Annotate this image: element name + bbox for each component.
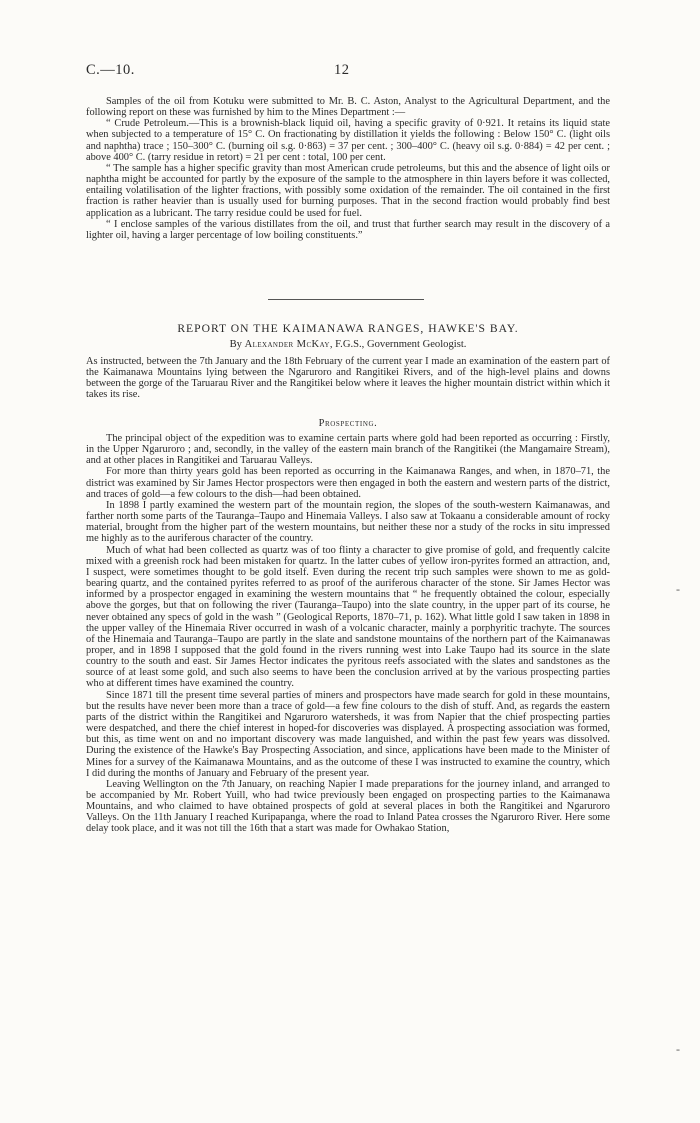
- body-paragraph: “ I enclose samples of the various distillates from the oil, and trust that further search may result in the discovery of a lighter oil, having a larger percentage of low boiling constituents.”: [86, 218, 610, 241]
- prospecting-section: [86, 433, 610, 835]
- body-paragraph: Since 1871 till the present time several parties of miners and prospectors have made search for gold in these mountains, but the results have never been more than a trace of gold—a few fine colours to the dish of stuff. And, as regards the eastern parts of the district within the Rangitikei and Ngaruroro watersheds, it was from Napier that the chief prospecting parties were despatched, and there the chief interest in hoped-for discoveries was displayed. A prospecting association was formed, but this, as time went on and no important discovery was made languished, and within the past few years was dissolved. During the existence of the Hawke's Bay Prospecting Association, and since, applications have been made to the Minister of Mines for a survey of the Kaimanawa Mountains, and as the outcome of these I was instructed to examine the country, which I did during the months of January and February of the present year.: [86, 689, 610, 779]
- byline-prefix: By: [229, 339, 242, 350]
- report-title: REPORT ON THE KAIMANAWA RANGES, HAWKE'S BAY.: [177, 322, 519, 335]
- document-code: C.—10.: [86, 62, 135, 78]
- report-byline: [86, 339, 610, 350]
- body-paragraph: In 1898 I partly examined the western part of the mountain region, the slopes of the south-western Kaimanawas, and farther north some parts of the Tauranga–Taupo and Hinemaia Valleys. I also saw at Tokaanu a considerable amount of rocky material, brought from the higher part of the western mountains, but neither these nor a study of the rocks in situ impressed me highly as to the auriferous character of the country.: [86, 499, 610, 545]
- page-number: 12: [334, 62, 350, 78]
- intro-paragraph: As instructed, between the 7th January and the 18th February of the current year I made an examination of the eastern part of the Kaimanawa Mountains lying between the Ngaruroro and Rangitikei Rivers, and of the high-level plains and downs between the gorge of the Taruarau River and the Rangitikei below where it leaves the higher mountain district within which it takes its rise.: [86, 356, 610, 401]
- section-divider: [268, 299, 424, 300]
- author-name: Alexander McKay: [244, 339, 330, 350]
- body-paragraph: Much of what had been collected as quartz was of too flinty a character to give promise of gold, and frequently calcite mixed with a greenish rock had been mistaken for quartz. In the latter cubes of yellow iron-pyrites formed an attraction, and, I suspect, were sometimes thought to be gold itself. Even during the recent trip such samples were shown to me as gold-bearing quartz, and the contained pyrites referred to as proof of the auriferous character of the stone. Sir James Hector was informed by a prospector engaged in examining the western mountains that “ he frequently obtained the colour, especially above the gorges, but that on following the river (Tauranga–Taupo) into the slate country, in the upper part of its course, he never obtained any specs of gold in the wash ” (Geological Reports, 1870–71, p. 162). What little gold I saw taken in 1898 in the upper valley of the Hinemaia River occurred in wash of a volcanic character, mainly a porphyritic trachyte. The sources of the Hinemaia and Tauranga–Taupo are partly in the slate and sandstone mountains of the northern part of the Kaimanawas proper, and in 1898 I supposed that the gold found in the rivers running west into Lake Taupo had its source in the slate country to the south and east. Sir James Hector indicates the pyritous reefs associated with the slates and sandstones as the source of at least some gold, and such also seems to have been the conclusion arrived at by the various prospecting parties who at different times have examined the country.: [86, 544, 610, 690]
- section-heading: Prospecting.: [318, 418, 378, 429]
- body-paragraph: Leaving Wellington on the 7th January, on reaching Napier I made preparations for the journey inland, and arranged to be accompanied by Mr. Robert Yuill, who had twice previously been engaged on prospecting parties to the Kaimanawa Mountains, and who claimed to have obtained prospects of gold at several places in both the Rangitikei and Ngaruroro Valleys. On the 11th January I reached Kuripapanga, where the road to Inland Patea crosses the Ngaruroro River. Here some delay took place, and it was not till the 16th that a start was made for Owhakao Station,: [86, 778, 610, 835]
- body-paragraph: For more than thirty years gold has been reported as occurring in the Kaimanawa Ranges, and when, in 1870–71, the district was examined by Sir James Hector prospectors were then engaged in both the eastern and western parts of the district, and traces of gold—a few colours to the dish—had been obtained.: [86, 466, 610, 500]
- report-intro-block: [86, 356, 610, 401]
- margin-mark: -: [676, 582, 680, 596]
- author-credentials: , F.G.S., Government Geologist.: [329, 339, 467, 350]
- body-paragraph: “ The sample has a higher specific gravity than most American crude petroleums, but this and the absence of light oils or naphtha might be accounted for partly by the exposure of the sample to the atmosphere in thin layers before it was collected, entailing volatilisation of the lighter fractions, with possibly some oxidation of the remainder. The oil contained in the first fraction is rather heavier than is usually used for burning purposes. That in the second fraction would probably find best application as a lubricant. The tarry residue could be used for fuel.: [86, 162, 610, 219]
- body-paragraph: The principal object of the expedition was to examine certain parts where gold had been reported as occurring : Firstly, in the Upper Ngaruroro ; and, secondly, in the valley of the eastern main branch of the Rangitikei (the Mangamaire Stream), and at other places in Rangitikei and Taruarau Valleys.: [86, 433, 610, 467]
- margin-mark: -: [676, 1042, 680, 1056]
- body-paragraph: Samples of the oil from Kotuku were submitted to Mr. B. C. Aston, Analyst to the Agricultural Department, and the following report on these was furnished by him to the Mines Department :—: [86, 96, 610, 119]
- aston-report-block: [86, 96, 610, 241]
- body-paragraph: “ Crude Petroleum.—This is a brownish-black liquid oil, having a specific gravity of 0·921. It retains its liquid state when subjected to a temperature of 15° C. On fractionating by distillation it yields the following : Below 150° C. (light oils and naphtha) trace ; 150–300° C. (burning oil s.g. 0·863) = 37 per cent. ; 300–400° C. (heavy oil s.g. 0·884) = 42 per cent. ; above 400° C. (tarry residue in retort) = 21 per cent : total, 100 per cent.: [86, 118, 610, 163]
